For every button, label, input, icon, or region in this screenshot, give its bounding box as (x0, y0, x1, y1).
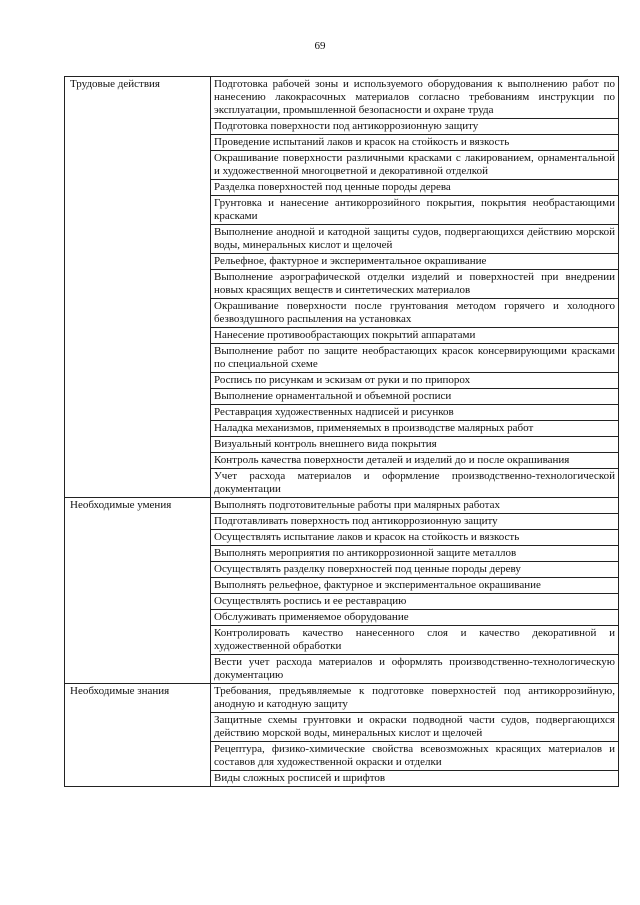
section-item: Осуществлять испытание лаков и красок на стойкость и вязкость (211, 530, 619, 546)
section-item: Защитные схемы грунтовки и окраски подводной части судов, подвергающихся действию морской воды, минеральных кислот и щелочей (211, 713, 619, 742)
section-item: Контроль качества поверхности деталей и изделий до и после окрашивания (211, 453, 619, 469)
section-item: Выполнение работ по защите необрастающих красок консервирующими красками по специальной схеме (211, 344, 619, 373)
section-item: Учет расхода материалов и оформление производственно-технологической документации (211, 469, 619, 498)
section-item: Виды сложных росписей и шрифтов (211, 771, 619, 787)
qualification-table-body (65, 77, 619, 787)
section-item: Проведение испытаний лаков и красок на стойкость и вязкость (211, 135, 619, 151)
table-row (65, 77, 619, 119)
section-title: Трудовые действия (65, 77, 211, 498)
section-title: Необходимые умения (65, 498, 211, 684)
table-row (65, 684, 619, 713)
section-item: Выполнение орнаментальной и объемной росписи (211, 389, 619, 405)
section-item: Выполнять подготовительные работы при малярных работах (211, 498, 619, 514)
section-item: Визуальный контроль внешнего вида покрытия (211, 437, 619, 453)
section-item: Реставрация художественных надписей и рисунков (211, 405, 619, 421)
section-item: Выполнять мероприятия по антикоррозионной защите металлов (211, 546, 619, 562)
section-item: Выполнять рельефное, фактурное и экспериментальное окрашивание (211, 578, 619, 594)
section-item: Наладка механизмов, применяемых в производстве малярных работ (211, 421, 619, 437)
section-item: Выполнение анодной и катодной защиты судов, подвергающихся действию морской воды, минеральных кислот и щелочей (211, 225, 619, 254)
section-item: Подготовка рабочей зоны и используемого оборудования к выполнению работ по нанесению лакокрасочных материалов согласно требованиям инструкции по эксплуатации, промышленной безопасности и охране труда (211, 77, 619, 119)
section-item: Контролировать качество нанесенного слоя и качество декоративной и художественной обработки (211, 626, 619, 655)
section-item: Окрашивание поверхности различными красками с лакированием, орнаментальной и художественной многоцветной и декоративной отделкой (211, 151, 619, 180)
section-item: Нанесение противообрастающих покрытий аппаратами (211, 328, 619, 344)
section-item: Разделка поверхностей под ценные породы дерева (211, 180, 619, 196)
section-item: Требования, предъявляемые к подготовке поверхностей под антикоррозийную, анодную и катодную защиту (211, 684, 619, 713)
section-item: Грунтовка и нанесение антикоррозийного покрытия, покрытия необрастающими красками (211, 196, 619, 225)
section-item: Подготавливать поверхность под антикоррозионную защиту (211, 514, 619, 530)
section-item: Роспись по рисункам и эскизам от руки и по припорох (211, 373, 619, 389)
section-item: Рецептура, физико-химические свойства всевозможных красящих материалов и составов для художественной окраски и отделки (211, 742, 619, 771)
section-item: Обслуживать применяемое оборудование (211, 610, 619, 626)
section-item: Осуществлять роспись и ее реставрацию (211, 594, 619, 610)
section-title: Необходимые знания (65, 684, 211, 787)
section-item: Окрашивание поверхности после грунтования методом горячего и холодного безвоздушного распыления на установках (211, 299, 619, 328)
section-item: Осуществлять разделку поверхностей под ценные породы дереву (211, 562, 619, 578)
section-item: Выполнение аэрографической отделки изделий и поверхностей при внедрении новых красящих веществ и синтетических материалов (211, 270, 619, 299)
section-item: Подготовка поверхности под антикоррозионную защиту (211, 119, 619, 135)
table-row (65, 498, 619, 514)
section-item: Вести учет расхода материалов и оформлять производственно-технологическую документацию (211, 655, 619, 684)
page-number: 69 (314, 40, 326, 52)
qualification-table (64, 76, 619, 787)
section-item: Рельефное, фактурное и экспериментальное окрашивание (211, 254, 619, 270)
